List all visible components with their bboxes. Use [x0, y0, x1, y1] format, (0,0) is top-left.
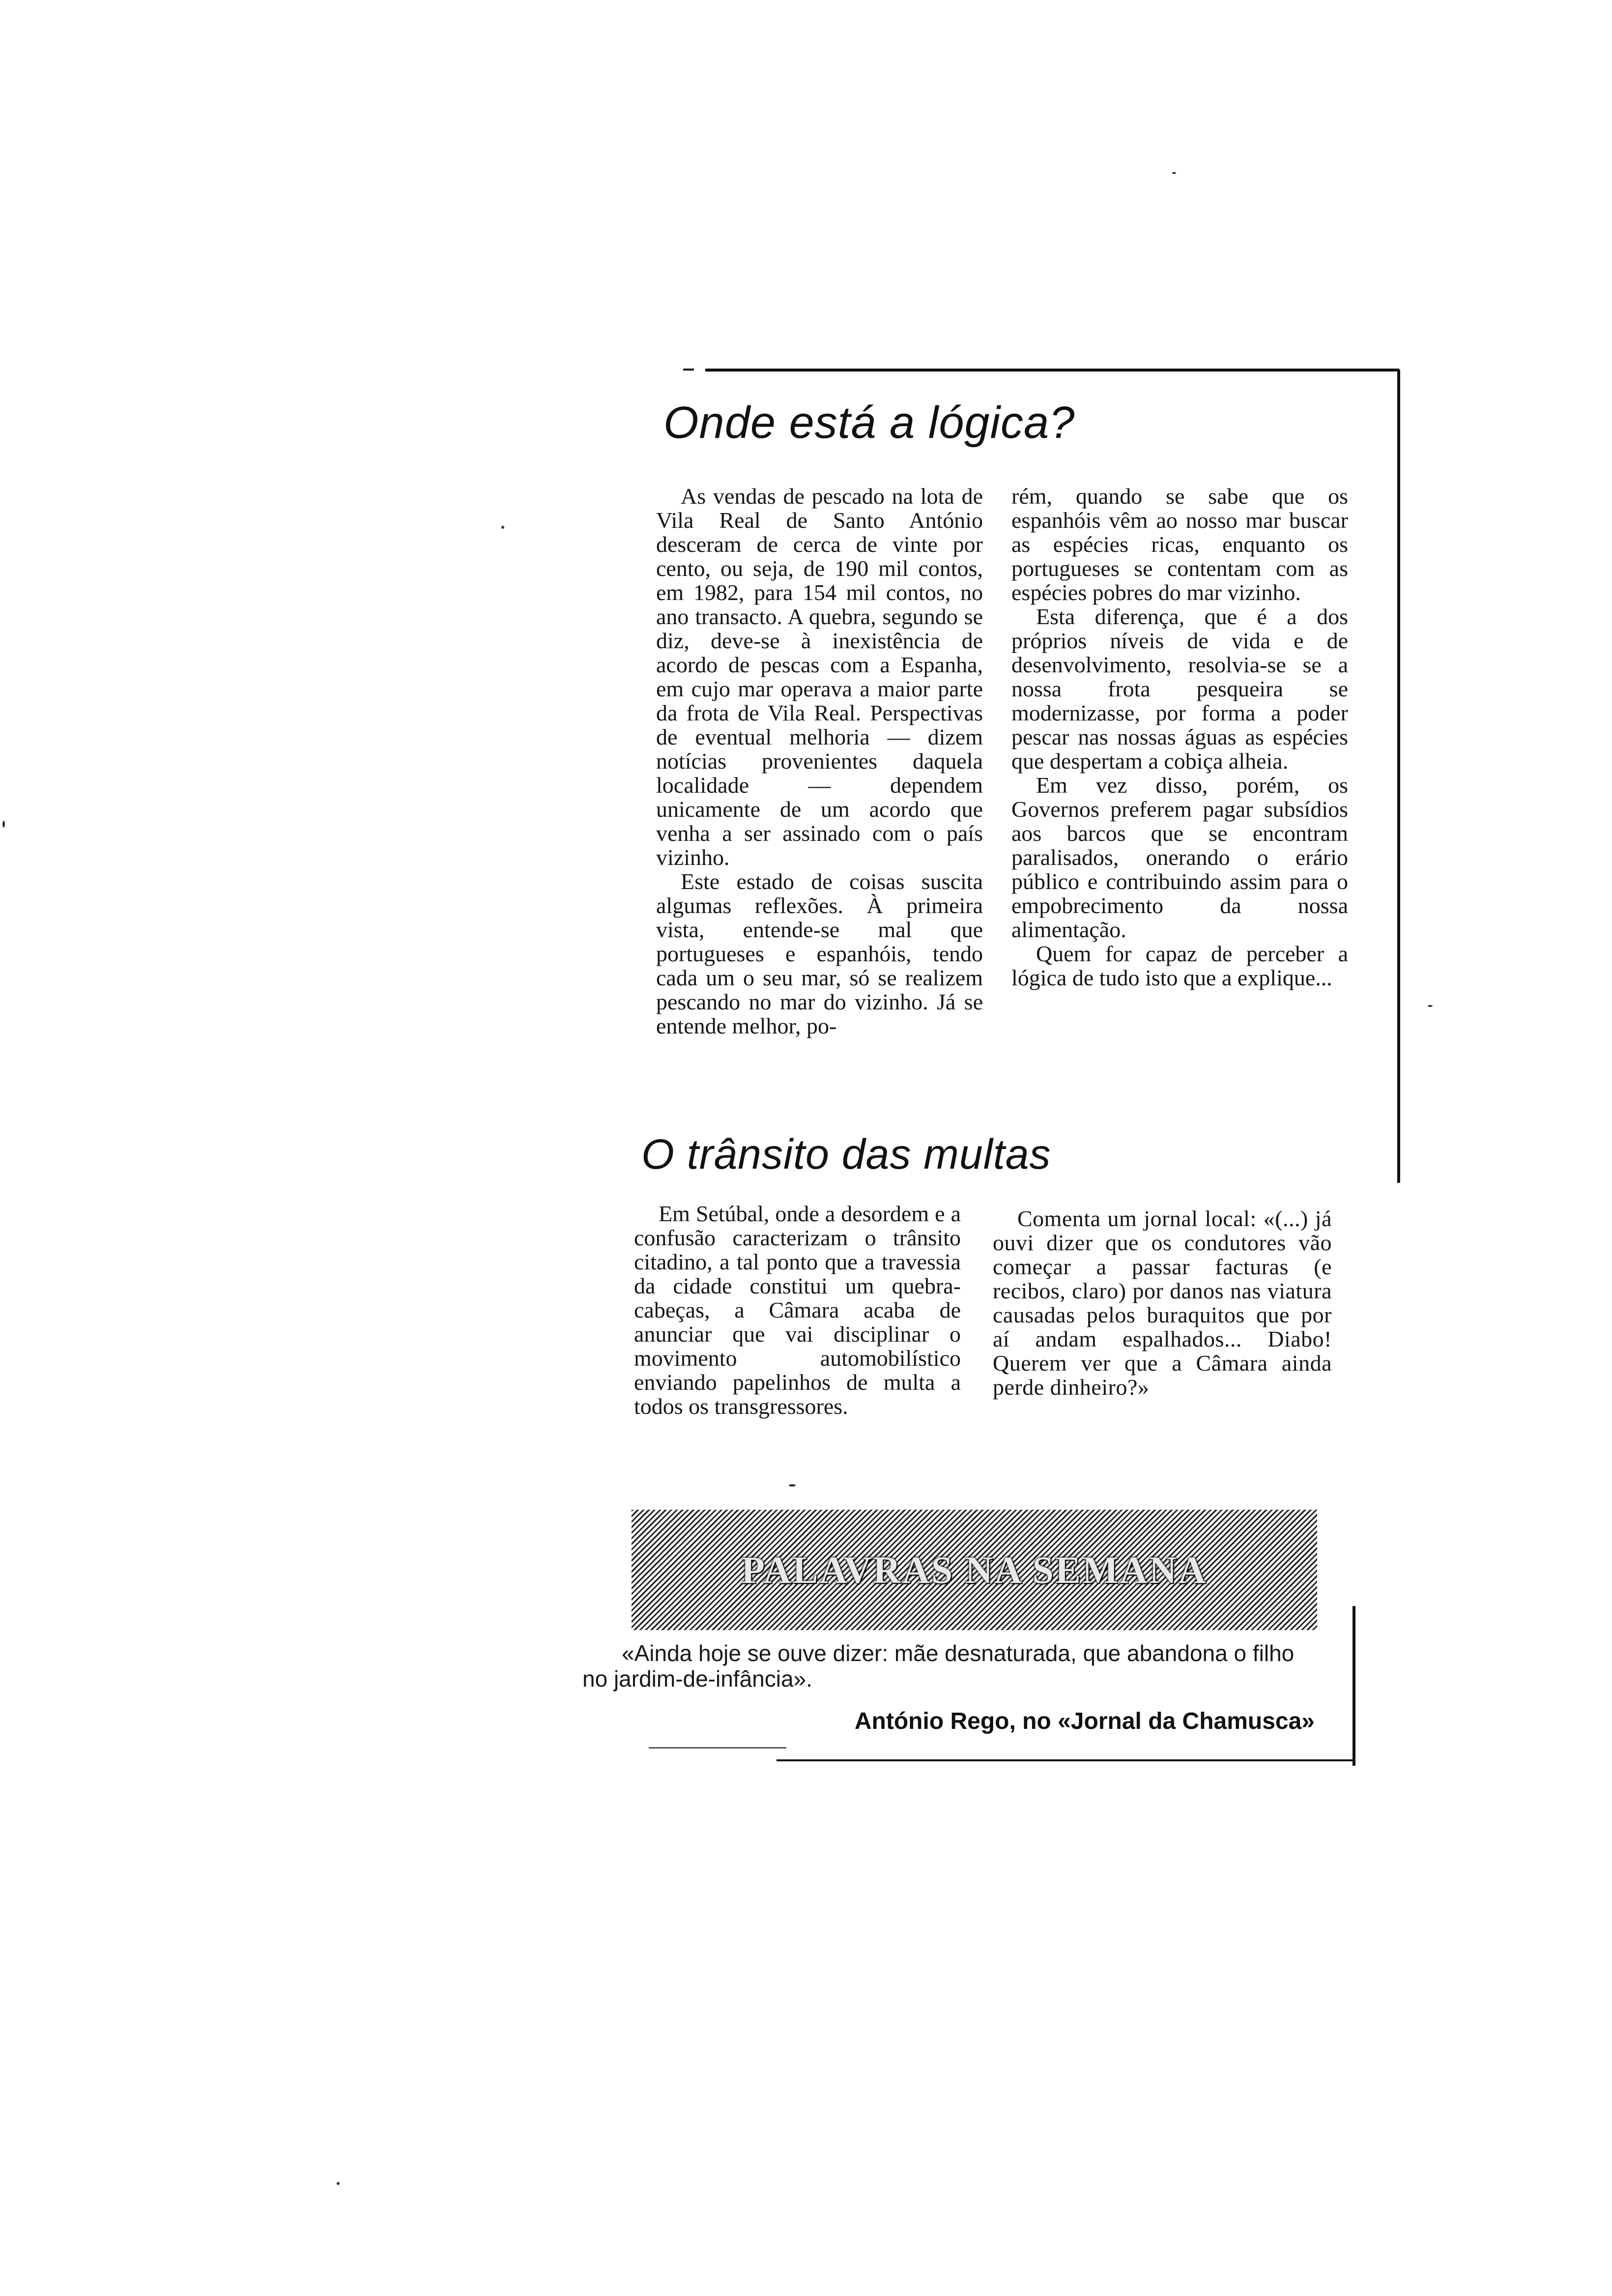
scan-speck: [1172, 172, 1176, 174]
paragraph: Quem for capaz de perceber a lógica de tudo isto que a explique...: [1011, 941, 1348, 990]
paragraph: rém, quando se sabe que os espanhóis vêm ao nosso mar buscar as espécies ricas, enquanto os portugueses se contentam com as espécies pobres do mar vizinho.: [1011, 484, 1348, 605]
right-rule: [1397, 370, 1400, 1183]
quote-text: «Ainda hoje se ouve dizer: mãe desnaturada, que abandona o filho no jardim-de-infância».: [582, 1640, 1295, 1692]
article-1-column-right: [1011, 484, 1348, 1108]
bottom-rule-left: [649, 1747, 786, 1749]
scan-speck: [1428, 1005, 1433, 1007]
bottom-rule: [777, 1759, 1354, 1761]
top-rule: [705, 369, 1399, 372]
section-banner: [632, 1510, 1317, 1630]
scan-speck: [789, 1484, 796, 1487]
paragraph: As vendas de pescado na lota de Vila Real de Santo António desceram de cerca de vinte por cento, ou seja, de 190 mil contos, em 1982, para 154 mil contos, no ano transacto. A quebra, segundo se diz, deve-se à inexistência de acordo de pescas com a Espanha, em cujo mar operava a maior parte da frota de Vila Real. Perspectivas de eventual melhoria — dizem notícias provenientes daquela localidade — dependem unicamente de um acordo que venha a ser assinado com o país vizinho.: [656, 484, 983, 870]
paragraph: Esta diferença, que é a dos próprios níveis de vida e de desenvolvimento, resolvia-se se a nossa frota pesqueira se modernizasse, por forma a poder pescar nas nossas águas as espécies que despertam a cobiça alheia.: [1011, 604, 1348, 774]
article-2-column-right: [993, 1206, 1332, 1462]
paragraph: Este estado de coisas suscita algumas reflexões. À primeira vista, entende-se mal que portugueses e espanhóis, tendo cada um o seu mar, só se realizem pescando no mar do vizinho. Já se entende melhor, po-: [656, 869, 983, 1038]
banner-title: PALAVRAS NA SEMANA: [741, 1548, 1208, 1591]
article-1-headline: Onde está a lógica?: [663, 398, 1075, 448]
article-2-column-left: [634, 1202, 961, 1457]
scan-speck: [2, 821, 5, 828]
scan-speck: [337, 2182, 340, 2185]
quote-attribution: António Rego, no «Jornal da Chamusca»: [854, 1708, 1315, 1734]
article-2-headline: O trânsito das multas: [641, 1131, 1051, 1178]
scan-speck: [501, 526, 504, 529]
paragraph: Em Setúbal, onde a desordem e a confusão caracterizam o trânsito citadino, a tal ponto que a travessia da cidade constitui um quebra-cabeças, a Câmara acaba de anunciar que vai disciplinar o movimento automobilístico enviando papelinhos de multa a todos os transgressores.: [634, 1202, 961, 1419]
article-1-column-left: [656, 484, 983, 1108]
paragraph: Em vez disso, porém, os Governos preferem pagar subsídios aos barcos que se encontram paralisados, onerando o erário público e contribuindo assim para o empobrecimento da nossa alimentação.: [1011, 773, 1348, 942]
paragraph: Comenta um jornal local: «(...) já ouvi dizer que os condutores vão começar a passar facturas (e recibos, claro) por danos nas viatura causadas pelos buraquitos que por aí andam espalhados... Diabo! Querem ver que a Câmara ainda perde dinheiro?»: [993, 1206, 1332, 1400]
top-rule-dash: [683, 369, 694, 371]
box-right-rule: [1353, 1606, 1355, 1766]
